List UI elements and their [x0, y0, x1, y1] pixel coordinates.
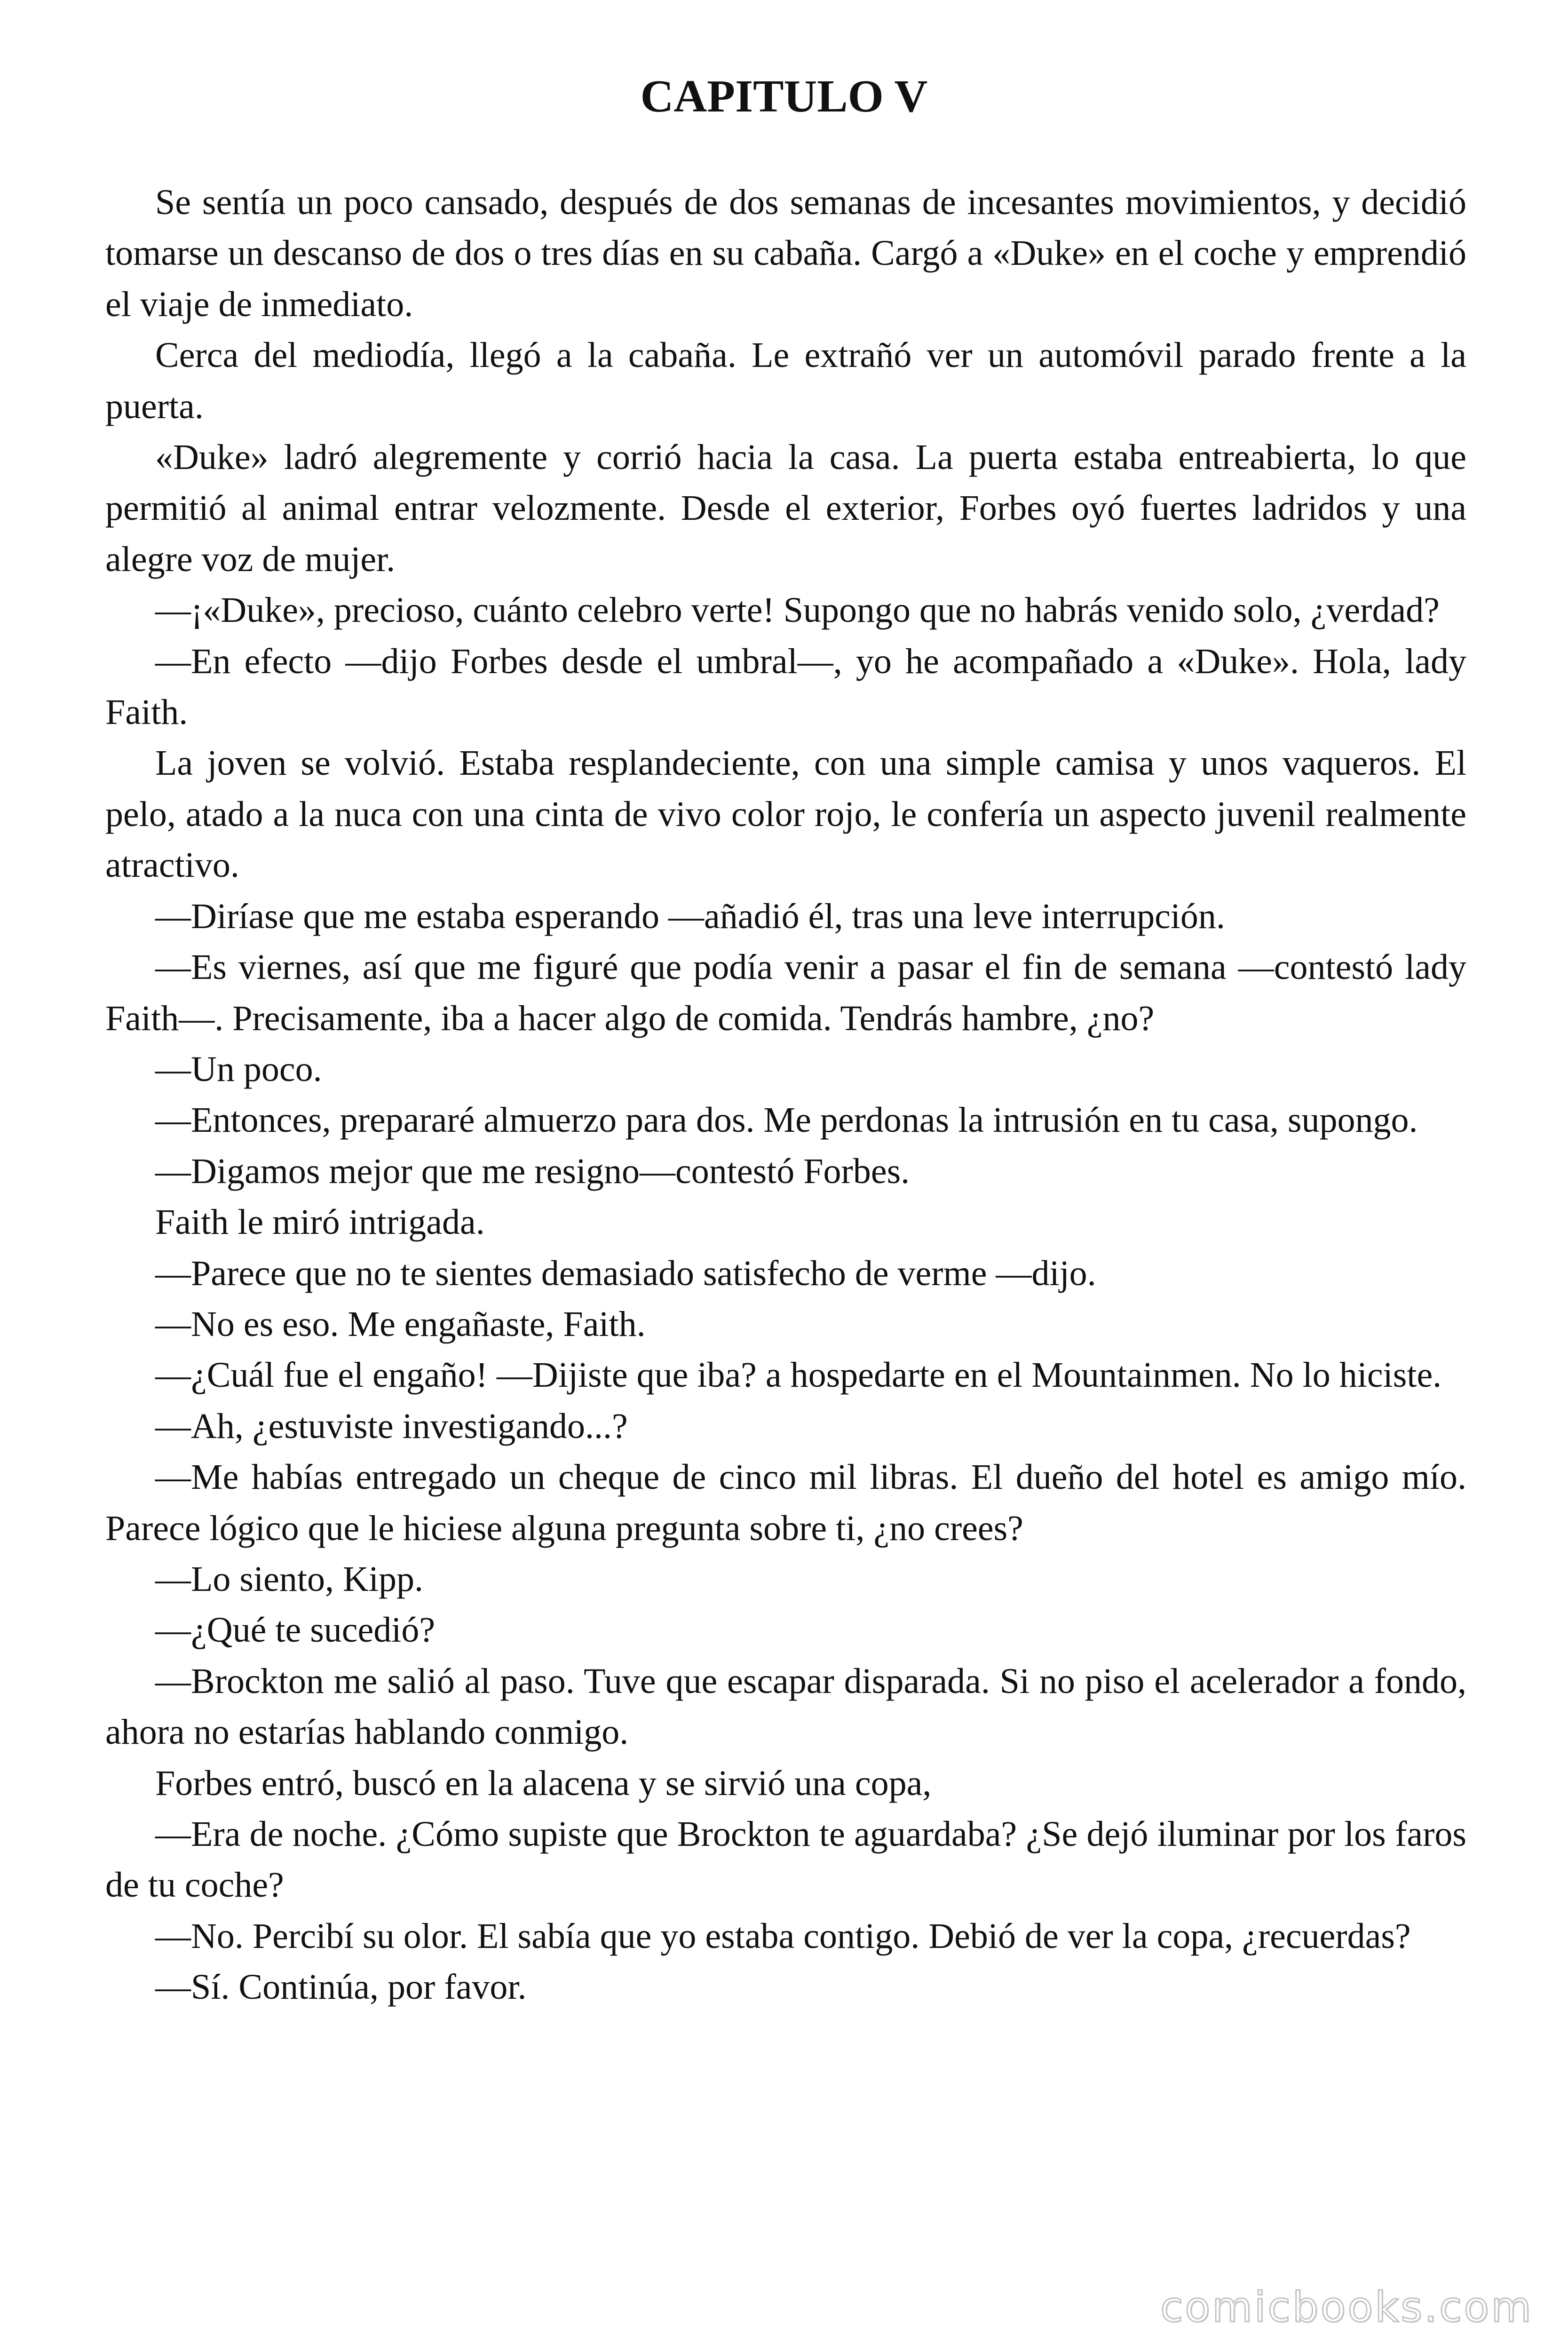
paragraph: —Sí. Continúa, por favor. — [155, 1967, 527, 2007]
chapter-title: CAPITULO V — [640, 71, 928, 122]
paragraph: —Entonces, prepararé almuerzo para dos. Me perdonas la intrusión en tu casa, supongo. — [155, 1100, 1418, 1140]
paragraph: —Un poco. — [155, 1049, 322, 1089]
paragraph: —Ah, ¿estuviste investigando...? — [155, 1406, 628, 1446]
paragraph: La joven se volvió. Estaba resplandeciente, con una simple camisa y unos vaqueros. El pelo, atado a la nuca con una cinta de vivo color rojo, le confería un aspecto juvenil realmente atractivo. — [105, 743, 1466, 885]
paragraph: —Parece que no te sientes demasiado satisfecho de verme —dijo. — [155, 1253, 1096, 1293]
paragraph: —En efecto —dijo Forbes desde el umbral—, yo he acompañado a «Duke». Hola, lady Faith. — [105, 641, 1466, 732]
watermark: comicbooks.com — [1160, 2283, 1533, 2331]
paragraph: Faith le miró intrigada. — [155, 1202, 485, 1242]
paragraph: —¿Cuál fue el engaño! —Dijiste que iba? a hospedarte en el Mountainmen. No lo hiciste. — [155, 1355, 1442, 1395]
paragraph: —No es eso. Me engañaste, Faith. — [155, 1304, 646, 1344]
paragraph: Cerca del mediodía, llegó a la cabaña. Le extrañó ver un automóvil parado frente a la puerta. — [105, 335, 1466, 426]
paragraph: Forbes entró, buscó en la alacena y se sirvió una copa, — [155, 1763, 932, 1803]
paragraph: —Digamos mejor que me resigno—contestó Forbes. — [155, 1151, 910, 1191]
paragraph: «Duke» ladró alegremente y corrió hacia la casa. La puerta estaba entreabierta, lo que permitió al animal entrar velozmente. Desde el exterior, Forbes oyó fuertes ladridos y una alegre voz de mujer. — [105, 437, 1466, 579]
paragraph: —Era de noche. ¿Cómo supiste que Brockton te aguardaba? ¿Se dejó iluminar por los faros de tu coche? — [105, 1814, 1466, 1905]
paragraph: —¿Qué te sucedió? — [155, 1610, 436, 1650]
chapter-body — [105, 177, 1466, 2013]
paragraph: —Lo siento, Kipp. — [155, 1559, 423, 1599]
paragraph: —Brockton me salió al paso. Tuve que escapar disparada. Si no piso el acelerador a fondo, ahora no estarías hablando conmigo. — [105, 1661, 1466, 1752]
paragraph: —Me habías entregado un cheque de cinco mil libras. El dueño del hotel es amigo mío. Parece lógico que le hiciese alguna pregunta sobre ti, ¿no crees? — [105, 1457, 1466, 1548]
paragraph: —No. Percibí su olor. El sabía que yo estaba contigo. Debió de ver la copa, ¿recuerdas? — [155, 1916, 1411, 1956]
paragraph: —Es viernes, así que me figuré que podía venir a pasar el fin de semana —contestó lady Faith—. Precisamente, iba a hacer algo de comida. Tendrás hambre, ¿no? — [105, 947, 1466, 1038]
paragraph: Se sentía un poco cansado, después de dos semanas de incesantes movimientos, y decidió tomarse un descanso de dos o tres días en su cabaña. Cargó a «Duke» en el coche y emprendió el viaje de inmediato. — [105, 183, 1466, 324]
paragraph: —¡«Duke», precioso, cuánto celebro verte! Supongo que no habrás venido solo, ¿verdad? — [155, 590, 1440, 630]
paragraph: —Diríase que me estaba esperando —añadió él, tras una leve interrupción. — [155, 896, 1225, 936]
